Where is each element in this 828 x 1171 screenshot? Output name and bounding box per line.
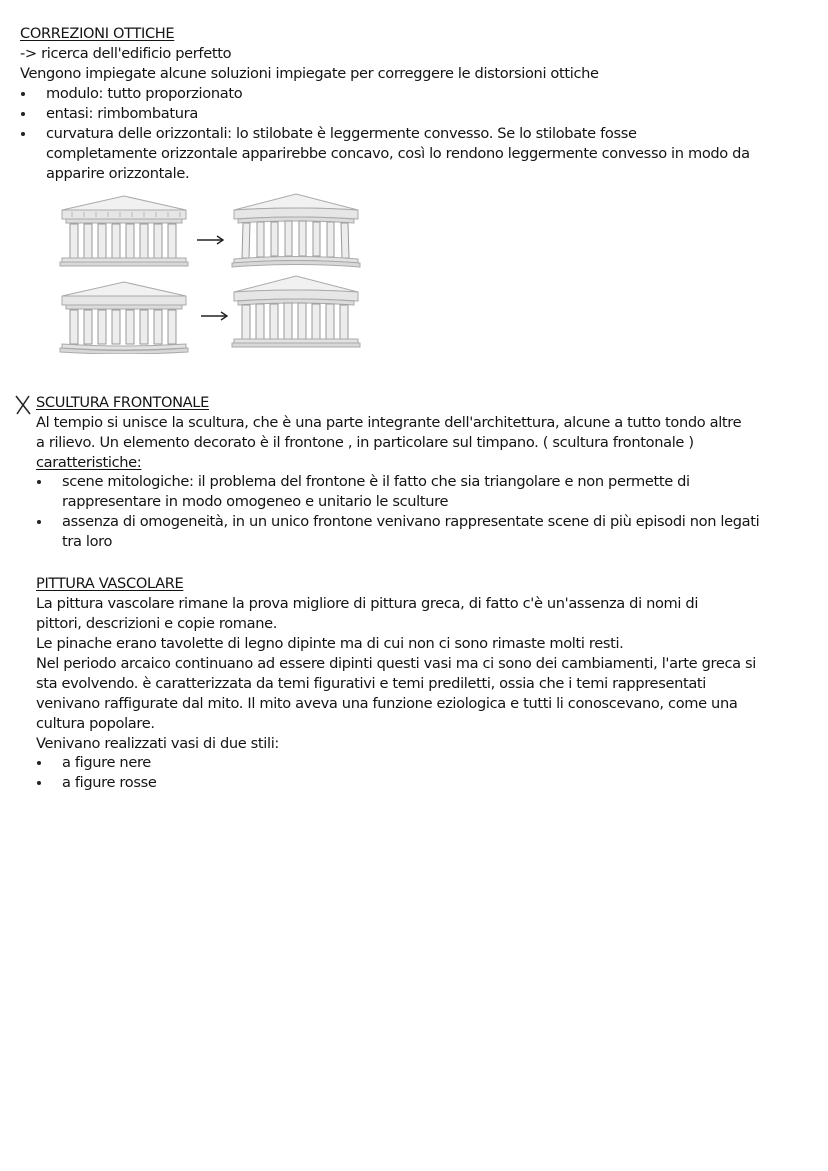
x-mark-icon — [14, 394, 32, 416]
temple-convex-icon — [230, 192, 362, 268]
paragraph-line: Al tempio si unisce la scultura, che è una parte integrante dell'architettura, alcune a tutto tondo altre — [36, 414, 742, 431]
list-item-assenza-line2: tra loro — [62, 533, 113, 550]
bullet-dot — [21, 112, 25, 116]
paragraph-line: sta evolvendo. è caratterizzata da temi figurativi e temi prediletti, ossia che i temi rappresentati — [36, 675, 707, 692]
subheading-caratteristiche: caratteristiche: — [36, 454, 142, 471]
bullet-dot — [37, 480, 41, 484]
section-title-correzioni: CORREZIONI OTTICHE — [20, 25, 175, 42]
arrow-right-icon — [196, 234, 226, 246]
bullet-dot — [37, 520, 41, 524]
paragraph-line: Venivano realizzati vasi di due stili: — [36, 735, 279, 752]
intro-text: Vengono impiegate alcune soluzioni impiegate per correggere le distorsioni ottiche — [20, 65, 599, 82]
list-item-figure-nere: a figure nere — [62, 754, 151, 771]
paragraph-line: pittori, descrizioni e copie romane. — [36, 615, 278, 632]
list-item-scene-line1: scene mitologiche: il problema del frontone è il fatto che sia triangolare e non permette di — [62, 473, 690, 490]
arrow-right-icon — [200, 310, 230, 322]
list-item-entasi: entasi: rimbombatura — [46, 105, 198, 122]
section-subtitle: -> ricerca dell'edificio perfetto — [20, 45, 232, 62]
list-item-curvatura-line1: curvatura delle orizzontali: lo stilobate è leggermente convesso. Se lo stilobate fosse — [46, 125, 637, 142]
list-item-figure-rosse: a figure rosse — [62, 774, 157, 791]
section-title-scultura: SCULTURA FRONTONALE — [36, 394, 209, 411]
bullet-dot — [21, 92, 25, 96]
paragraph-line: venivano raffigurate dal mito. Il mito aveva una funzione eziologica e tutti li conoscevano, come una — [36, 695, 738, 712]
temple-convex-icon — [230, 274, 362, 350]
bullet-dot — [37, 781, 41, 785]
list-item-assenza-line1: assenza di omogeneità, in un unico frontone venivano rappresentate scene di più episodi non legati — [62, 513, 760, 530]
paragraph-line: a rilievo. Un elemento decorato è il frontone , in particolare sul timpano. ( scultura frontonale ) — [36, 434, 694, 451]
paragraph-line: Nel periodo arcaico continuano ad essere dipinti questi vasi ma ci sono dei cambiamenti, l'arte greca si — [36, 655, 756, 672]
list-item-modulo: modulo: tutto proporzionato — [46, 85, 243, 102]
paragraph-line: Le pinache erano tavolette di legno dipinte ma di cui non ci sono rimaste molti resti. — [36, 635, 624, 652]
list-item-scene-line2: rappresentare in modo omogeneo e unitario le sculture — [62, 493, 449, 510]
section-title-pittura: PITTURA VASCOLARE — [36, 575, 184, 592]
list-item-curvatura-line3: apparire orizzontale. — [46, 165, 190, 182]
paragraph-line: cultura popolare. — [36, 715, 155, 732]
paragraph-line: La pittura vascolare rimane la prova migliore di pittura greca, di fatto c'è un'assenza di nomi di — [36, 595, 699, 612]
bullet-dot — [37, 761, 41, 765]
bullet-dot — [21, 132, 25, 136]
temple-flat-icon — [58, 280, 190, 354]
list-item-curvatura-line2: completamente orizzontale apparirebbe concavo, così lo rendono leggermente convesso in modo da — [46, 145, 750, 162]
temple-flat-icon — [58, 194, 190, 268]
